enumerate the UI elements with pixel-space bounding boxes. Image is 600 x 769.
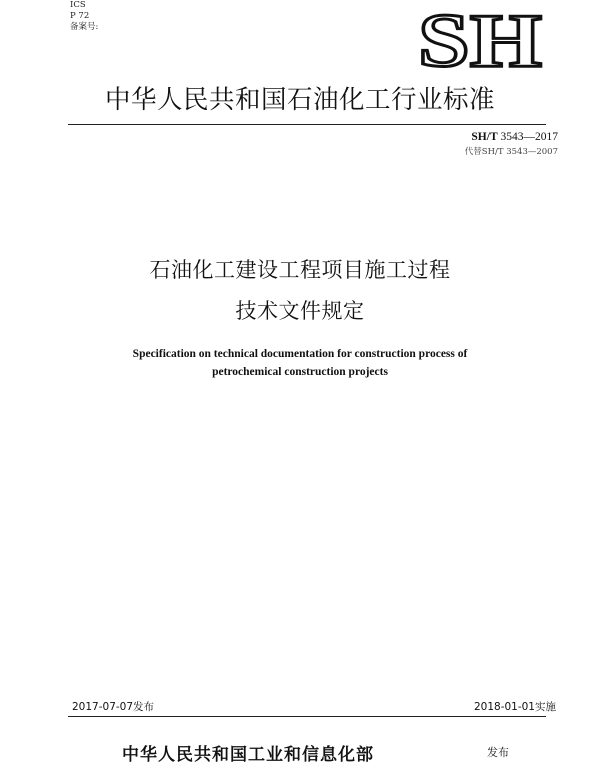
sh-logo-text: SH [418,6,542,72]
sh-logo [416,6,544,72]
standard-code-number: 3543—2017 [500,131,558,143]
industry-standard-heading: 中华人民共和国石油化工行业标准 [104,85,495,115]
standard-code-block [465,131,558,157]
chinese-title-line-2: 技术文件规定 [235,299,365,323]
chinese-title-line-1: 石油化工建设工程项目施工过程 [149,258,451,282]
standard-code-prefix: SH/T [471,131,498,143]
classification-code: P 72 [70,11,90,21]
implementation-date: 2018-01-01实施 [473,701,556,713]
publish-label: 发布 [487,746,509,759]
ics-label: ICS [70,0,86,10]
replaced-standard: 代替SH/T 3543—2007 [464,147,558,157]
english-title-line-2: petrochemical construction projects [212,366,388,378]
header-divider [68,124,546,125]
issue-date: 2017-07-07发布 [72,701,155,713]
standard-code [465,131,558,143]
footer-divider [68,716,546,717]
publisher-name: 中华人民共和国工业和信息化部 [122,745,374,765]
record-number-label: 备案号: [70,22,99,32]
english-title-line-1: Specification on technical documentation for construction process of [132,348,468,360]
